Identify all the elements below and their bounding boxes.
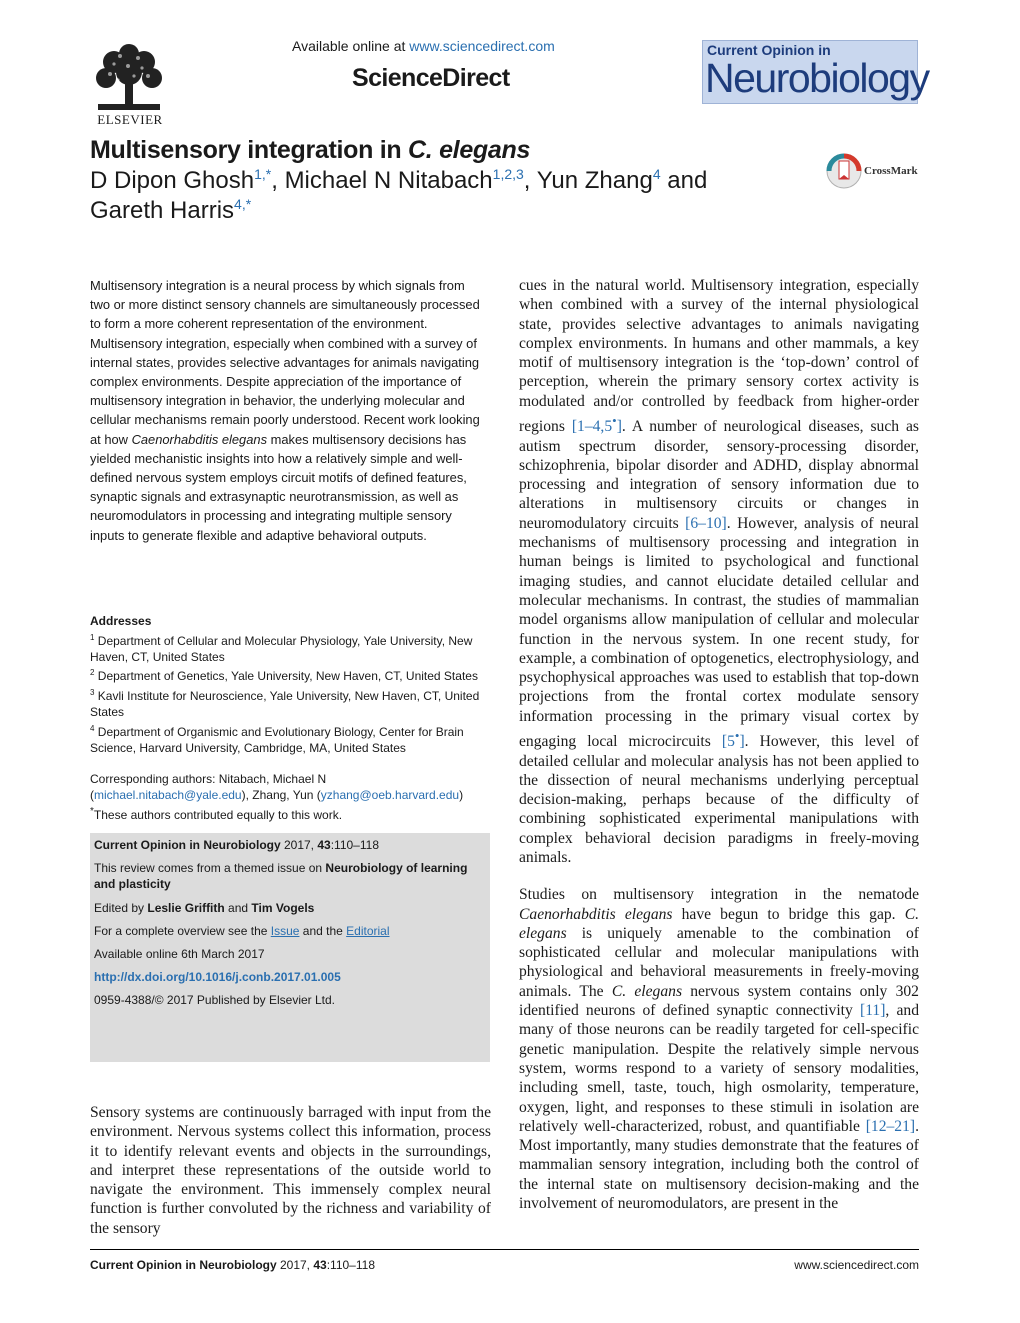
body-right-column (519, 276, 919, 1231)
equal-contribution-note (90, 804, 490, 824)
author-name: D Dipon Ghosh (90, 167, 255, 194)
author-name: Gareth Harris (90, 197, 235, 224)
body-text: cues in the natural world. Multisensory integration, especially when combined with a survey of the internal physiological state, provides selective advantages to animals navigating complex environments. In humans and other mammals, a key motif of multisensory integration is the ‘top-down’ control of perception, wherein the primary sensory cortex activity is modulated and/or controlled by feedback from higher-order regions (519, 277, 919, 436)
citation-link[interactable]: [6–10] (685, 514, 727, 532)
corresponding-mid: ), Zhang, Yun ( (241, 787, 321, 802)
editor-name: Leslie Griffith (147, 900, 225, 915)
address-text: Department of Organismic and Evolutionary Biology, Center for Brain Science, Harvard University, Cambridge, MA, United States (90, 724, 464, 755)
address-number: 3 (90, 688, 95, 698)
address-text: Kavli Institute for Neuroscience, Yale University, New Haven, CT, United States (90, 689, 480, 719)
author-name: Michael N Nitabach (284, 167, 493, 194)
available-prefix: Available online at (292, 38, 410, 54)
body-text: . However, this level of detailed cellular and molecular analysis has not been applied to the dissection of neural mechanisms underlying perceptual decision-making, perhaps because of the difficulty of combining sophisticated experimental manipulations with complex behavioral decision paradigms in freely-moving animals. (519, 733, 919, 866)
body-text: . A number of neurological diseases, such as autism spectrum disorder, sensory-processing disorder, schizophrenia, bipolar disorder and ADHD, display abnormal processing and integration of sensory information due to alterations in multisensory circuits or changes in neuromodulatory circuits (519, 418, 919, 532)
volume: 43 (317, 838, 331, 852)
citation-close: ] (616, 418, 622, 436)
species-italic: C. elegans (611, 982, 683, 1000)
available-online (292, 38, 555, 54)
email-link-zhang[interactable]: yzhang@oeb.harvard.edu (320, 787, 460, 802)
footer-volume: 43 (313, 1258, 327, 1272)
footer-citation (90, 1258, 375, 1272)
corresponding-authors (90, 772, 490, 823)
article-title (90, 136, 530, 165)
crossmark-badge[interactable] (826, 152, 926, 192)
author-affiliation[interactable]: 4,* (234, 196, 252, 212)
address-item (90, 630, 482, 666)
author-separator: , (523, 167, 537, 194)
citation-link[interactable]: [12–21] (865, 1117, 916, 1135)
theme-row (94, 860, 486, 892)
journal-logo-main: Neurobiology (705, 55, 929, 101)
address-number: 4 (90, 723, 95, 733)
addresses-heading: Addresses (90, 614, 152, 628)
title-italic: C. elegans (408, 136, 531, 164)
pages: :110–118 (330, 838, 379, 852)
abstract-text: makes multisensory decisions has yielded mechanistic insights into how a relatively simple and well-defined nervous system employs circuit motifs of defined features, synaptic signals and extrasynaptic neurotransmission, as well as neuromodulators in processing and integrating multiple sensory inputs to generate flexible and adaptive behavioral outputs. (90, 431, 467, 543)
corresponding-emails (90, 788, 490, 804)
footer-year: 2017, (276, 1258, 314, 1272)
editors-row (94, 900, 486, 916)
abstract-italic: Caenorhabditis elegans (131, 431, 268, 447)
journal-logo-top: Current Opinion in (707, 42, 831, 58)
author-separator: , (271, 167, 285, 194)
editorial-link[interactable]: Editorial (346, 923, 390, 938)
species-italic: Caenorhabditis elegans (519, 905, 673, 923)
issue-link[interactable]: Issue (270, 923, 300, 938)
body-text: have begun to bridge this gap. (672, 905, 905, 923)
note-mark: * (90, 805, 94, 817)
author-affiliation[interactable]: 1,2,3 (492, 166, 524, 182)
crossmark-icon (826, 152, 862, 190)
author-separator: and (660, 167, 708, 194)
journal-name: Current Opinion in Neurobiology (94, 838, 281, 852)
note-text: These authors contributed equally to this work. (93, 807, 343, 822)
address-text: Department of Genetics, Yale University, New Haven, CT, United States (94, 669, 478, 684)
edited-prefix: Edited by (94, 900, 148, 915)
citation-dot: • (734, 728, 740, 744)
sciencedirect-link[interactable]: www.sciencedirect.com (409, 38, 555, 54)
available-date: Available online 6th March 2017 (94, 947, 265, 962)
citation-row (94, 837, 486, 853)
address-number: 2 (90, 668, 95, 678)
citation-link[interactable] (721, 728, 745, 751)
paren: ) (459, 787, 464, 802)
address-text: Department of Cellular and Molecular Physiology, Yale University, New Haven, CT, United States (90, 633, 473, 664)
author-affiliation[interactable]: 1,* (254, 166, 272, 182)
species-italic: C. elegans (519, 905, 919, 942)
citation-text: [5 (721, 733, 735, 751)
footer-rule (90, 1249, 919, 1250)
footer-journal: Current Opinion in Neurobiology (90, 1258, 277, 1272)
address-item (90, 665, 482, 685)
author-list (90, 166, 780, 226)
citation-link[interactable]: [11] (860, 1002, 886, 1020)
doi-link[interactable]: http://dx.doi.org/10.1016/j.conb.2017.01.005 (94, 970, 341, 985)
citation-dot: • (612, 413, 617, 429)
and-text: and (224, 900, 252, 915)
body-text: . Most importantly, many studies demonstrate that the features of mammalian sensory integration, including both the control of the internal state on multisensory decision-making and the involvement of neuromodulators, are present in the (519, 1117, 919, 1213)
body-text: , and many of those neurons can be readily targeted for cell-specific genetic manipulation. Despite the relatively simple nervous system, worms respond to a variety of sensory modalities, including smell, taste, touch, high osmolarity, temperature, oxygen, light, and responses to these stimuli in isolation are relatively well-characterized, robust, and quantifiable (519, 1002, 919, 1135)
citation-close: ] (739, 733, 745, 751)
body-text: Studies on multisensory integration in the nematode (519, 886, 919, 904)
intro-paragraph: Sensory systems are continuously barraged with input from the environment. Nervous systems collect this information, process it to identify relevant events and objects in the surroundings, and interpret these representations of the outside world to navigate the environment. This immensely complex neural function is further convoluted by the richness and variability of the sensory (90, 1104, 491, 1237)
elsevier-wordmark: ELSEVIER (97, 112, 163, 127)
article-info-box (90, 833, 490, 1062)
address-number: 1 (90, 632, 95, 642)
address-item (90, 685, 482, 721)
title-main: Multisensory integration in (90, 136, 409, 164)
body-text: . However, analysis of neural mechanisms of multisensory processing and integration in human beings is limited to psychological and functional imaging studies, and cannot elucidate detailed cellular and molecular mechanisms. In contrast, the studies of mammalian model organisms allow manipulation of cellular and molecular function in the nervous system. In one recent study, for example, a combination of optogenetics, electrophysiology, and psychophysical approaches was used to establish that top-down projections from the frontal cortex modulate sensory information processing in the primary visual cortex by engaging local microcircuits (519, 514, 920, 751)
email-link-nitabach[interactable]: michael.nitabach@yale.edu (94, 787, 242, 802)
author-affiliation[interactable]: 4 (652, 166, 661, 182)
editor-name: Tim Vogels (251, 900, 315, 915)
journal-logo (702, 40, 929, 104)
overview-prefix: For a complete overview see the (94, 923, 271, 938)
paren: ( (90, 787, 94, 802)
corresponding-line: Corresponding authors: Nitabach, Michael N (90, 772, 327, 786)
footer-pages: :110–118 (326, 1258, 375, 1272)
addresses (90, 614, 482, 756)
address-item (90, 721, 482, 757)
overview-row (94, 923, 486, 939)
abstract (90, 276, 482, 545)
overview-mid: and the (299, 923, 347, 938)
author-name: Yun Zhang (536, 167, 653, 194)
footer-site-link[interactable]: www.sciencedirect.com (794, 1258, 919, 1272)
body-paragraph (519, 885, 919, 1213)
copyright: 0959-4388/© 2017 Published by Elsevier Ltd. (94, 993, 336, 1008)
sciencedirect-wordmark: ScienceDirect (352, 64, 510, 92)
citation-link[interactable] (571, 413, 622, 436)
crossmark-label: CrossMark (864, 165, 918, 177)
theme-name: Neurobiology of learning and plasticity (94, 861, 468, 892)
theme-prefix: This review comes from a themed issue on (94, 861, 326, 876)
elsevier-tree-icon (90, 40, 168, 112)
body-paragraph (519, 276, 919, 867)
body-text: is uniquely amenable to the combination of sophisticated cellular and molecular manipulations with physiological and behavioral measurements in freely-moving animals. The (519, 924, 919, 1000)
citation-text: [1–4,5 (571, 418, 613, 436)
body-text: nervous system contains only 302 identified neurons of defined synaptic connectivity (519, 982, 919, 1020)
abstract-text: Multisensory integration is a neural process by which signals from two or more distinct sensory channels are simultaneously processed to form a more coherent representation of the environment. Multisensory integration, especially when combined with a survey of internal states, provides selective advantages for animals navigating complex environments. Despite appreciation of the importance of multisensory integration in behavior, the underlying molecular and cellular mechanisms remain poorly understood. Recent work looking at how (90, 278, 480, 447)
citation-year: 2017, (280, 838, 318, 852)
